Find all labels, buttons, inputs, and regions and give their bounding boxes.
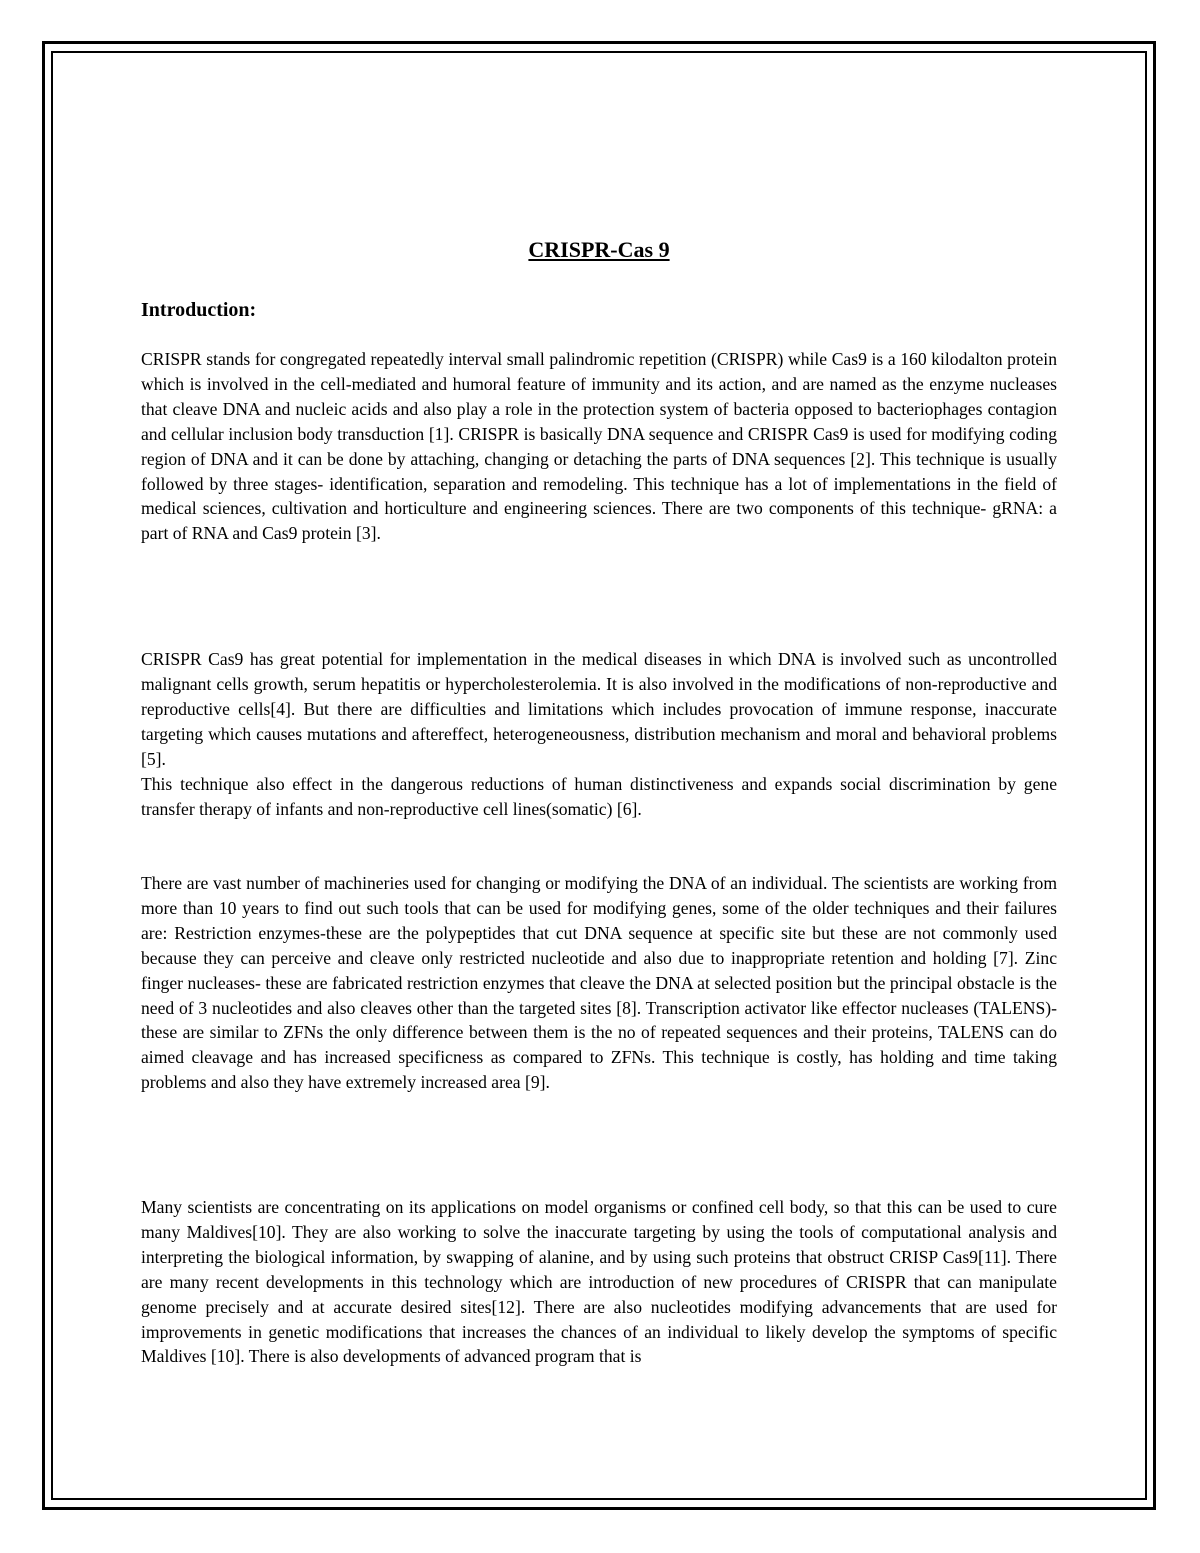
paragraph-1: CRISPR stands for congregated repeatedly interval small palindromic repetition (CRISPR) while Cas9 is a 160 kilodalton protein which is involved in the cell-mediated and humoral feature of immunity and its action, and are named as the enzyme nucleases that cleave DNA and nucleic acids and also play a role in the protection system of bacteria opposed to bacteriophages contagion and cellular inclusion body transduction [1]. CRISPR is basically DNA sequence and CRISPR Cas9 is used for modifying coding region of DNA and it can be done by attaching, changing or detaching the parts of DNA sequences [2]. This technique is usually followed by three stages- identification, separation and remodeling. This technique has a lot of implementations in the field of medical sciences, cultivation and horticulture and engineering sciences. There are two components of this technique- gRNA: a part of RNA and Cas9 protein [3]. — [141, 349, 1057, 544]
paragraph-3: This technique also effect in the dangerous reductions of human distinctiveness and expands social discrimination by gene transfer therapy of infants and non-reproductive cell lines(somatic) [6]. — [141, 774, 1057, 819]
paragraph-2: CRISPR Cas9 has great potential for implementation in the medical diseases in which DNA is involved such as uncontrolled malignant cells growth, serum hepatitis or hypercholesterolemia. It is also involved in the modifications of non-reproductive and reproductive cells[4]. But there are difficulties and limitations which includes provocation of immune response, inaccurate targeting which causes mutations and aftereffect, heterogeneousness, distribution mechanism and moral and behavioral problems [5]. — [141, 649, 1057, 769]
document-title: CRISPR-Cas 9 — [528, 237, 670, 262]
section-heading-introduction: Introduction: — [141, 299, 257, 321]
document-body — [141, 235, 1057, 1367]
paragraph-5: Many scientists are concentrating on its applications on model organisms or confined cell body, so that this can be used to cure many Maldives[10]. They are also working to solve the inaccurate targeting by using the tools of computational analysis and interpreting the biological information, by swapping of alanine, and by using such proteins that obstruct CRISP Cas9[11]. There are many recent developments in this technology which are introduction of new procedures of CRISPR that can manipulate genome precisely and at accurate desired sites[12]. There are also nucleotides modifying advancements that are used for improvements in genetic modifications that increases the chances of an individual to likely develop the symptoms of specific Maldives [10]. There is also developments of advanced program that is — [141, 1197, 1057, 1367]
paragraph-4: There are vast number of machineries used for changing or modifying the DNA of an individual. The scientists are working from more than 10 years to find out such tools that can be used for modifying genes, some of the older techniques and their failures are: Restriction enzymes-these are the polypeptides that cut DNA sequence at specific site but these are not commonly used because they can perceive and cleave only restricted nucleotide and also due to inappropriate retention and holding [7]. Zinc finger nucleases- these are fabricated restriction enzymes that cleave the DNA at selected position but the principal obstacle is the need of 3 nucleotides and also cleaves other than the targeted sites [8]. Transcription activator like effector nucleases (TALENS)-these are similar to ZFNs the only difference between them is the no of repeated sequences and their proteins, TALENS can do aimed cleavage and has increased specificness as compared to ZFNs. This technique is costly, has holding and time taking problems and also they have extremely increased area [9]. — [141, 873, 1057, 1093]
